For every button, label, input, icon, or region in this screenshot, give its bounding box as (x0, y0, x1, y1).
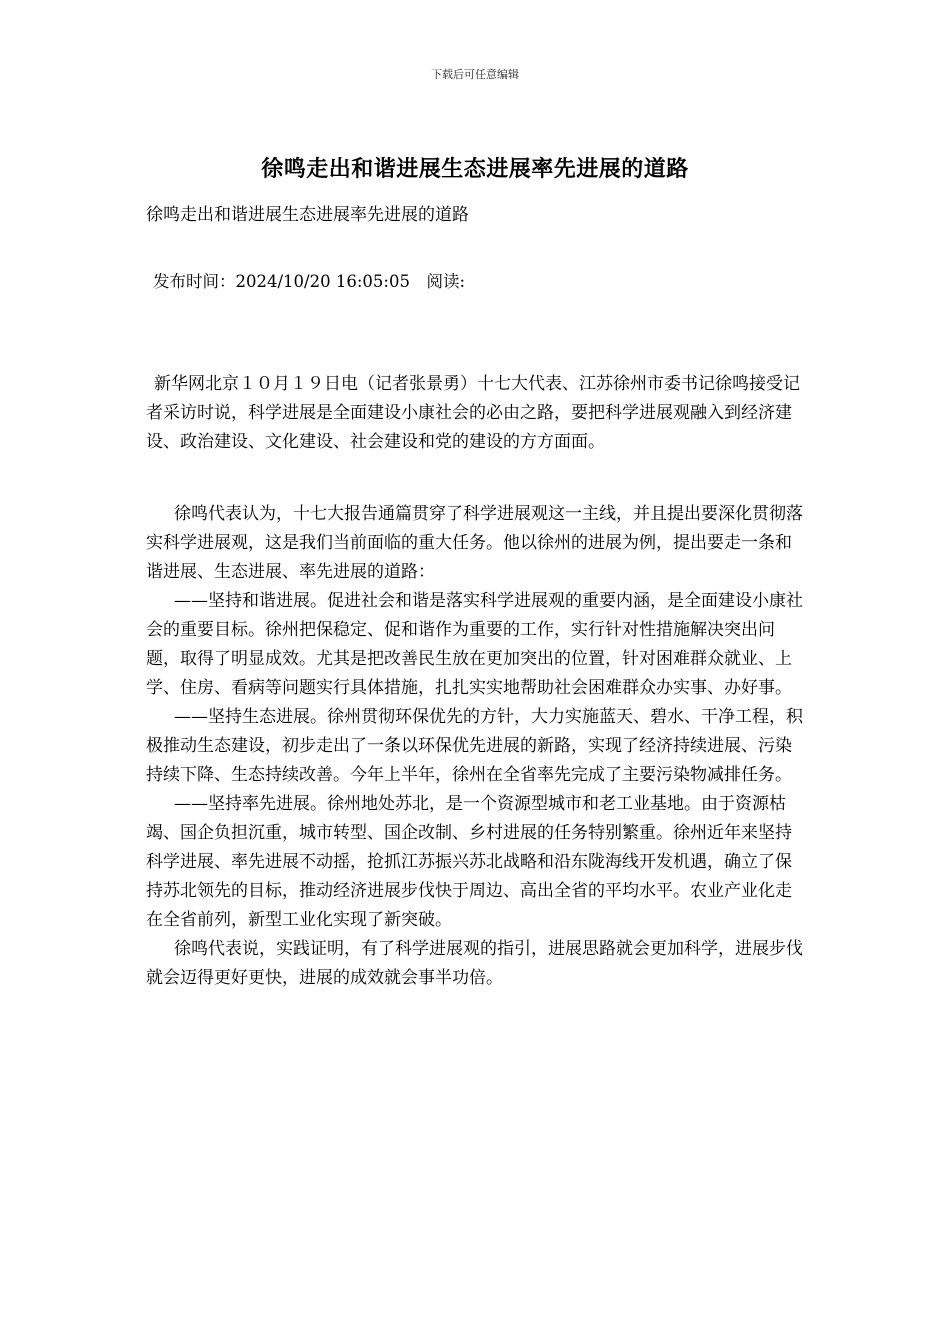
paragraph-6: 徐鸣代表说，实践证明，有了科学进展观的指引，进展思路就会更加科学，进展步伐就会迈得更好更快，进展的成效就会事半功倍。 (146, 939, 803, 988)
paragraph-5: ——坚持率先进展。徐州地处苏北，是一个资源型城市和老工业基地。由于资源枯竭、国企负担沉重，城市转型、国企改制、乡村进展的任务特别繁重。徐州近年来坚持科学进展、率先进展不动摇，抢抓江苏振兴苏北战略和沿东陇海线开发机遇，确立了保持苏北领先的目标，推动经济进展步伐快于周边、高出全省的平均水平。农业产业化走在全省前列，新型工业化实现了新突破。 (146, 794, 792, 930)
article-body (146, 370, 808, 993)
header-note: 下载后可任意编辑 (431, 68, 519, 81)
paragraph-1: 新华网北京１０月１９日电（记者张景勇）十七大代表、江苏徐州市委书记徐鸣接受记者采访时说，科学进展是全面建设小康社会的必由之路，要把科学进展观融入到经济建设、政治建设、文化建设、社会建设和党的建设的方方面面。 (146, 374, 800, 452)
paragraph-2: 徐鸣代表认为，十七大报告通篇贯穿了科学进展观这一主线，并且提出要深化贯彻落实科学进展观，这是我们当前面临的重大任务。他以徐州的进展为例，提出要走一条和谐进展、生态进展、率先进展的道路： (146, 504, 803, 582)
paragraph-3: ——坚持和谐进展。促进社会和谐是落实科学进展观的重要内涵，是全面建设小康社会的重要目标。徐州把保稳定、促和谐作为重要的工作，实行针对性措施解决突出问题，取得了明显成效。尤其是把改善民生放在更加突出的位置，针对困难群众就业、上学、住房、看病等问题实行具体措施，扎扎实实地帮助社会困难群众办实事、办好事。 (146, 591, 803, 698)
publish-meta: 发布时间：2024/10/20 16:05:05 阅读: (153, 272, 466, 291)
article-subtitle: 徐鸣走出和谐进展生态进展率先进展的道路 (146, 205, 469, 225)
article-title: 徐鸣走出和谐进展生态进展率先进展的道路 (261, 157, 689, 182)
paragraph-4: ——坚持生态进展。徐州贯彻环保优先的方针，大力实施蓝天、碧水、干净工程，积极推动生态建设，初步走出了一条以环保优先进展的新路，实现了经济持续进展、污染持续下降、生态持续改善。今年上半年，徐州在全省率先完成了主要污染物减排任务。 (146, 707, 803, 785)
